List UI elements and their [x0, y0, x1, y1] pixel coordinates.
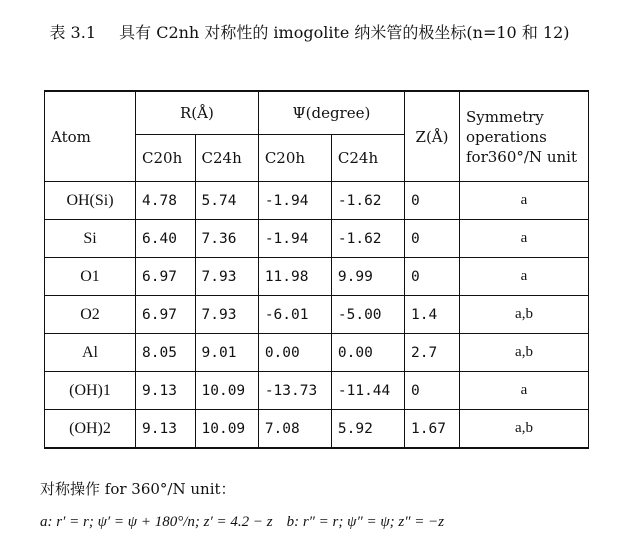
cell-psi-c24h: -1.62 [331, 220, 404, 258]
cell-psi-c20h: 11.98 [258, 258, 331, 296]
cell-symmetry: a,b [460, 296, 589, 334]
cell-psi-c24h: 5.92 [331, 410, 404, 449]
cell-r-c24h: 10.09 [195, 410, 258, 449]
table-row [45, 372, 589, 410]
table-number: 表 3.1 [49, 23, 97, 42]
cell-symmetry: a [460, 220, 589, 258]
cell-r-c20h: 9.13 [136, 372, 196, 410]
cell-z: 1.67 [405, 410, 460, 449]
cell-psi-c24h: 0.00 [331, 334, 404, 372]
cell-r-c20h: 8.05 [136, 334, 196, 372]
cell-z: 0 [405, 372, 460, 410]
cell-r-c24h: 7.93 [195, 258, 258, 296]
cell-psi-c24h: -5.00 [331, 296, 404, 334]
cell-atom: Al [45, 334, 136, 372]
table-row [45, 334, 589, 372]
cell-r-c20h: 6.97 [136, 258, 196, 296]
symmetry-formula [40, 514, 444, 531]
header-psi-c24h [331, 135, 404, 182]
symmetry-note: 对称操作 for 360°/N unit： [40, 480, 236, 498]
cell-r-c20h: 4.78 [136, 182, 196, 220]
cell-psi-c20h: -1.94 [258, 220, 331, 258]
cell-r-c20h: 6.40 [136, 220, 196, 258]
cell-z: 1.4 [405, 296, 460, 334]
cell-atom: (OH)1 [45, 372, 136, 410]
cell-psi-c24h: -1.62 [331, 182, 404, 220]
cell-atom: Si [45, 220, 136, 258]
header-r-c20h [136, 135, 196, 182]
cell-symmetry: a [460, 372, 589, 410]
cell-r-c24h: 7.93 [195, 296, 258, 334]
cell-z: 0 [405, 258, 460, 296]
header-z: Z(Å) [405, 91, 460, 182]
cell-psi-c20h: -1.94 [258, 182, 331, 220]
table-row [45, 220, 589, 258]
table-row [45, 258, 589, 296]
cell-atom: O2 [45, 296, 136, 334]
cell-symmetry: a,b [460, 334, 589, 372]
table-caption [0, 20, 619, 43]
table-row [45, 410, 589, 449]
header-psi: Ψ(degree) [258, 91, 404, 135]
cell-psi-c20h: 0.00 [258, 334, 331, 372]
cell-atom: O1 [45, 258, 136, 296]
cell-psi-c20h: -13.73 [258, 372, 331, 410]
cell-z: 0 [405, 182, 460, 220]
cell-r-c24h: 10.09 [195, 372, 258, 410]
header-row-1 [45, 91, 589, 135]
cell-atom: OH(Si) [45, 182, 136, 220]
header-psi-c20h [258, 135, 331, 182]
cell-r-c20h: 9.13 [136, 410, 196, 449]
header-atom: Atom [45, 91, 136, 182]
cell-symmetry: a,b [460, 410, 589, 449]
cell-symmetry: a [460, 258, 589, 296]
formula-b: b: r″ = r; ψ″ = ψ; z″ = −z [286, 514, 445, 530]
table-title: 具有 C2nh 对称性的 imogolite 纳米管的极坐标(n=10 和 12) [119, 23, 570, 42]
cell-z: 2.7 [405, 334, 460, 372]
cell-psi-c20h: -6.01 [258, 296, 331, 334]
formula-a: a: r′ = r; ψ′ = ψ + 180°/n; z′ = 4.2 − z [40, 514, 273, 530]
header-symmetry: Symmetry operations for360°/N unit [460, 91, 589, 182]
cell-psi-c24h: -11.44 [331, 372, 404, 410]
cell-z: 0 [405, 220, 460, 258]
cell-symmetry: a [460, 182, 589, 220]
table-row [45, 296, 589, 334]
header-psi-c24h-label: C24h [337, 149, 379, 167]
cell-psi-c20h: 7.08 [258, 410, 331, 449]
header-r-c24h-label: C24h [201, 149, 242, 167]
header-r-c24h [195, 135, 258, 182]
cell-r-c20h: 6.97 [136, 296, 196, 334]
table-row [45, 182, 589, 220]
cell-psi-c24h: 9.99 [331, 258, 404, 296]
cell-atom: (OH)2 [45, 410, 136, 449]
cell-r-c24h: 9.01 [195, 334, 258, 372]
cell-r-c24h: 7.36 [195, 220, 258, 258]
header-r-c20h-label: C20h [142, 149, 183, 167]
header-psi-c20h-label: C20h [264, 149, 306, 167]
cell-r-c24h: 5.74 [195, 182, 258, 220]
polar-coordinates-table [44, 90, 589, 449]
header-r: R(Å) [136, 91, 259, 135]
